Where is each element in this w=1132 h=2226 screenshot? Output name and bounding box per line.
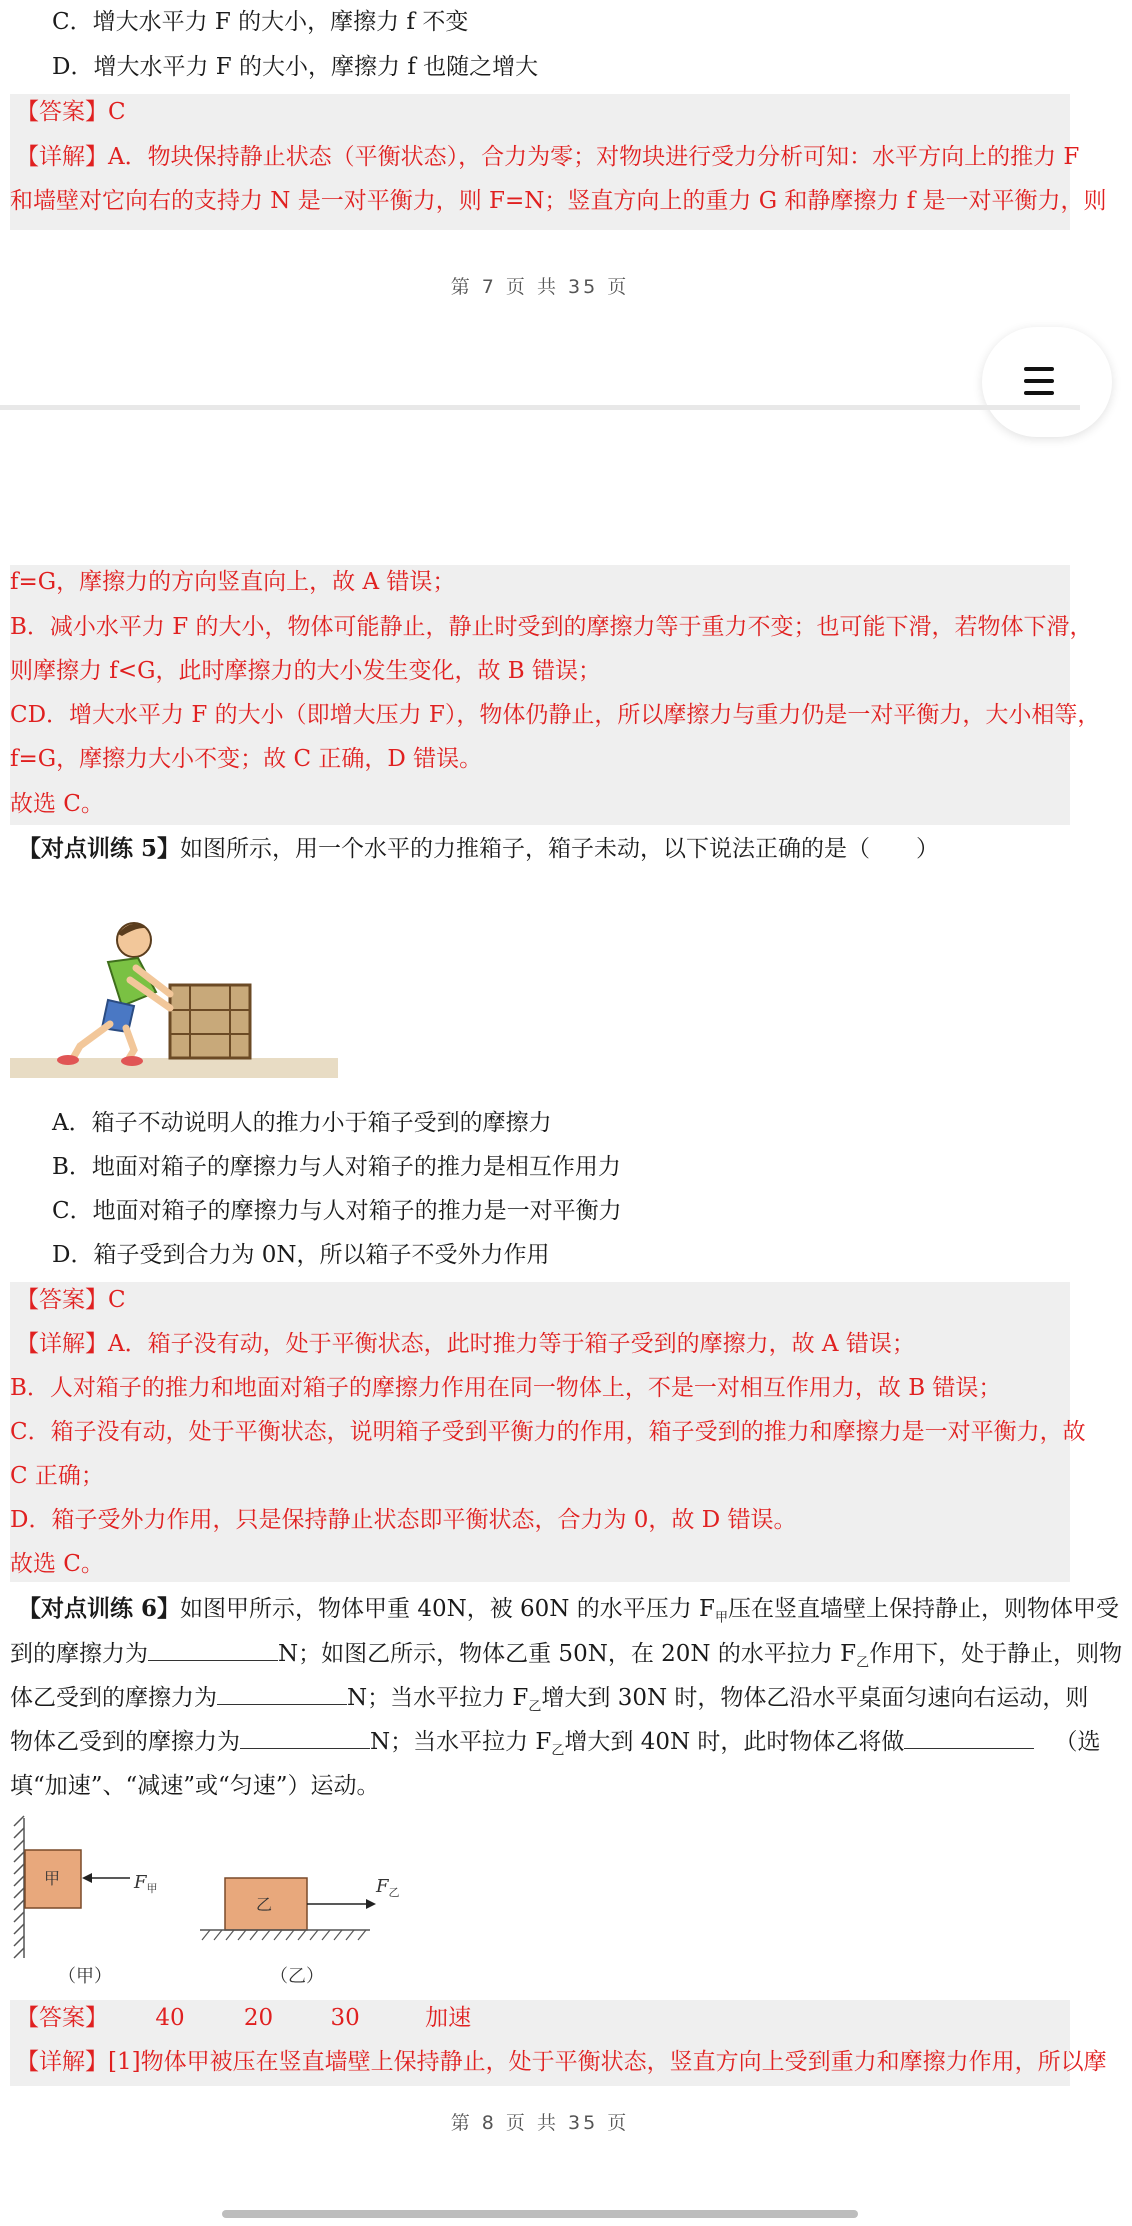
answer-label: 【答案】 bbox=[16, 2005, 108, 2031]
detail-line: 【详解】A．箱子没有动，处于平衡状态，此时推力等于箱子受到的摩擦力，故 A 错误； bbox=[16, 1331, 915, 1357]
answer-value: 40 bbox=[155, 2005, 185, 2031]
question-text: 物体乙受到的摩擦力为 bbox=[10, 1729, 240, 1755]
detail-line: C 正确； bbox=[10, 1463, 104, 1489]
question-text: 压在竖直墙壁上保持静止，则物体甲受 bbox=[728, 1596, 1120, 1622]
subscript: 乙 bbox=[856, 1655, 870, 1671]
question-text: 体乙受到的摩擦力为 bbox=[10, 1685, 217, 1711]
question-text: 作用下，处于静止，则物 bbox=[869, 1641, 1123, 1667]
question-text: N；当水平拉力 F bbox=[347, 1685, 529, 1711]
answer-value: 20 bbox=[243, 2005, 274, 2031]
option-a: A．箱子不动说明人的推力小于箱子受到的摩擦力 bbox=[52, 1110, 552, 1136]
detail-line: 【详解】A．物块保持静止状态（平衡状态），合力为零；对物块进行受力分析可知：水平方向上的推力 F bbox=[16, 144, 1080, 170]
answer-blank[interactable] bbox=[240, 1726, 370, 1749]
caption-jia: （甲） bbox=[58, 1966, 112, 1987]
question-6-line bbox=[10, 1681, 1090, 1725]
detail-line: 则摩擦力 f<G，此时摩擦力的大小发生变化，故 B 错误； bbox=[10, 658, 601, 684]
page-footer: 第 7 页 共 35 页 bbox=[450, 276, 630, 298]
detail-line: f=G，摩擦力大小不变；故 C 正确，D 错误。 bbox=[10, 746, 483, 772]
force-subscript: 乙 bbox=[388, 1886, 400, 1899]
detail-line: 【详解】[1]物体甲被压在竖直墙壁上保持静止，处于平衡状态，竖直方向上受到重力和摩擦力作用，所以摩 bbox=[16, 2049, 1107, 2075]
question-text: N；如图乙所示，物体乙重 50N，在 20N 的水平拉力 F bbox=[278, 1641, 857, 1667]
page-footer: 第 8 页 共 35 页 bbox=[450, 2112, 630, 2134]
question-6-line: 填“加速”、“减速”或“匀速”）运动。 bbox=[10, 1773, 380, 1799]
force-label-yi bbox=[375, 1876, 400, 1899]
answer-blank[interactable] bbox=[148, 1638, 278, 1661]
detail-line: CD．增大水平力 F 的大小（即增大压力 F），物体仍静止，所以摩擦力与重力仍是一对平衡力，大小相等， bbox=[10, 702, 1101, 728]
force-symbol: F bbox=[376, 1876, 389, 1897]
question-text: N；当水平拉力 F bbox=[370, 1729, 552, 1755]
option-d: D．增大水平力 F 的大小，摩擦力 f 也随之增大 bbox=[52, 54, 539, 80]
question-tag: 【对点训练 5】 bbox=[18, 835, 181, 862]
question-5 bbox=[18, 832, 1098, 866]
detail-line: 故选 C。 bbox=[10, 791, 104, 817]
question-6 bbox=[18, 1592, 1120, 1636]
question-6-line bbox=[10, 1637, 1123, 1681]
menu-button[interactable] bbox=[982, 327, 1112, 437]
detail-line: B．人对箱子的推力和地面对箱子的摩擦力作用在同一物体上，不是一对相互作用力，故 B 错误； bbox=[10, 1375, 1002, 1401]
question-text: 增大到 30N 时，物体乙沿水平桌面匀速向右运动，则 bbox=[541, 1685, 1089, 1711]
force-label-jia bbox=[133, 1872, 158, 1895]
answer-value: 30 bbox=[330, 2005, 360, 2031]
answer-value: 加速 bbox=[425, 2005, 472, 2031]
detail-line: B．减小水平力 F 的大小，物体可能静止，静止时受到的摩擦力等于重力不变；也可能下滑，若物体下滑， bbox=[10, 614, 1093, 640]
subscript: 甲 bbox=[715, 1610, 729, 1626]
home-indicator[interactable] bbox=[222, 2210, 858, 2218]
force-diagram bbox=[10, 1812, 430, 1962]
subscript: 乙 bbox=[551, 1743, 565, 1759]
option-c: C．增大水平力 F 的大小，摩擦力 f 不变 bbox=[52, 9, 469, 35]
detail-line: 和墙壁对它向右的支持力 N 是一对平衡力，则 F=N；竖直方向上的重力 G 和静摩擦力 f 是一对平衡力，则 bbox=[10, 188, 1107, 214]
caption-yi: （乙） bbox=[270, 1966, 324, 1987]
label-yi: 乙 bbox=[256, 1895, 273, 1914]
option-d: D．箱子受到合力为 0N，所以箱子不受外力作用 bbox=[52, 1242, 550, 1268]
answer-label: 【答案】C bbox=[16, 1287, 126, 1313]
option-c: C．地面对箱子的摩擦力与人对箱子的推力是一对平衡力 bbox=[52, 1198, 622, 1224]
detail-line: C．箱子没有动，处于平衡状态，说明箱子受到平衡力的作用，箱子受到的推力和摩擦力是一对平衡力，故 bbox=[10, 1419, 1086, 1445]
boy-pushing-box-illustration bbox=[10, 910, 340, 1080]
answer-row bbox=[16, 2001, 1096, 2035]
force-symbol: F bbox=[134, 1872, 147, 1893]
question-6-line bbox=[10, 1725, 1101, 1769]
detail-line: D．箱子受外力作用，只是保持静止状态即平衡状态，合力为 0，故 D 错误。 bbox=[10, 1507, 797, 1533]
question-text: （选 bbox=[1054, 1729, 1101, 1755]
option-b: B．地面对箱子的摩擦力与人对箱子的推力是相互作用力 bbox=[52, 1154, 621, 1180]
answer-label: 【答案】C bbox=[16, 99, 126, 125]
question-text: 到的摩擦力为 bbox=[10, 1641, 148, 1667]
label-jia: 甲 bbox=[44, 1869, 61, 1888]
page-divider bbox=[0, 405, 1080, 410]
answer-blank[interactable] bbox=[904, 1726, 1034, 1749]
subscript: 乙 bbox=[528, 1699, 542, 1715]
detail-line: 故选 C。 bbox=[10, 1551, 104, 1577]
question-text: 如图甲所示，物体甲重 40N，被 60N 的水平压力 F bbox=[180, 1596, 716, 1622]
detail-block bbox=[10, 565, 1070, 825]
answer-blank[interactable] bbox=[217, 1682, 347, 1705]
force-subscript: 甲 bbox=[146, 1882, 158, 1895]
detail-line: f=G，摩擦力的方向竖直向上，故 A 错误； bbox=[10, 569, 456, 595]
question-text: 如图所示，用一个水平的力推箱子，箱子未动，以下说法正确的是（ ） bbox=[180, 836, 940, 862]
question-text: 增大到 40N 时，此时物体乙将做 bbox=[564, 1729, 905, 1755]
question-tag: 【对点训练 6】 bbox=[18, 1595, 181, 1622]
